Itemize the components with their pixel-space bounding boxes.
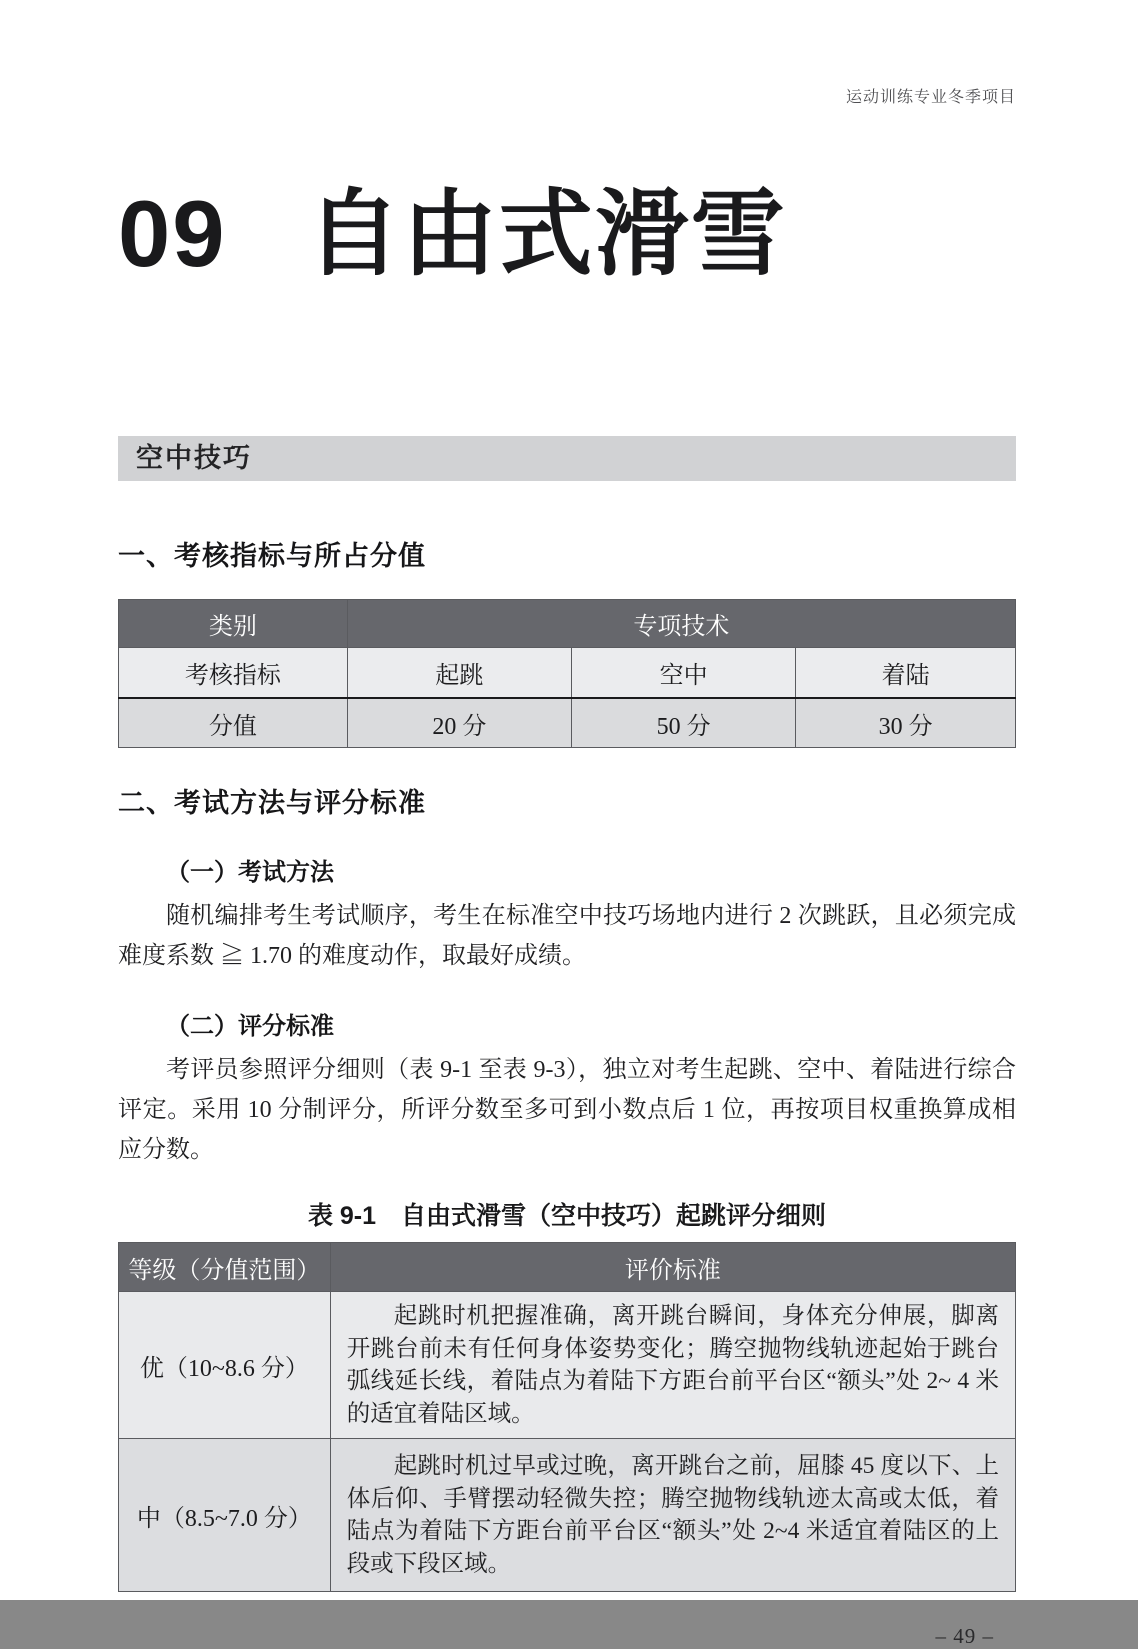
table-header-row bbox=[119, 600, 1016, 648]
sub1-heading: （一）考试方法 bbox=[166, 860, 334, 886]
table-row bbox=[119, 698, 1016, 748]
table-cell: 起跳 bbox=[347, 648, 571, 699]
section1-heading: 一、考核指标与所占分值 bbox=[118, 541, 426, 571]
table-header-row bbox=[119, 1243, 1016, 1292]
takeoff-scoring-table bbox=[118, 1242, 1016, 1592]
row-label: 考核指标 bbox=[119, 648, 348, 699]
header-cell-criteria: 评价标准 bbox=[330, 1243, 1015, 1292]
section-banner bbox=[118, 436, 1016, 481]
score-weight-table bbox=[118, 599, 1016, 748]
section2-heading: 二、考试方法与评分标准 bbox=[118, 788, 426, 818]
header-cell-grade: 等级（分值范围） bbox=[119, 1243, 331, 1292]
page-content bbox=[118, 88, 1016, 1649]
sub2-heading: （二）评分标准 bbox=[166, 1014, 334, 1040]
table-cell: 空中 bbox=[571, 648, 795, 699]
sub1-paragraph: 随机编排考生考试顺序，考生在标准空中技巧场地内进行 2 次跳跃，且必须完成难度系数 ≧ 1.70 的难度动作，取最好成绩。 bbox=[118, 903, 1016, 969]
sub2-paragraph: 考评员参照评分细则（表 9-1 至表 9-3），独立对考生起跳、空中、着陆进行综合评定。采用 10 分制评分，所评分数至多可到小数点后 1 位，再按项目权重换算成相应分数。 bbox=[118, 1057, 1016, 1163]
table-row bbox=[119, 1292, 1016, 1439]
row-label: 分值 bbox=[119, 698, 348, 748]
table-row bbox=[119, 648, 1016, 699]
running-header: 运动训练专业冬季项目 bbox=[845, 89, 1016, 106]
chapter-heading bbox=[118, 181, 1016, 286]
header-cell-category: 类别 bbox=[119, 600, 348, 648]
grade-cell: 中（8.5~7.0 分） bbox=[119, 1439, 331, 1592]
grade-cell: 优（10~8.6 分） bbox=[119, 1292, 331, 1439]
table-cell: 20 分 bbox=[347, 698, 571, 748]
section-banner-title: 空中技巧 bbox=[136, 443, 252, 473]
criteria-cell: 起跳时机把握准确，离开跳台瞬间，身体充分伸展，脚离开跳台前未有任何身体姿势变化；腾空抛物线轨迹起始于跳台弧线延长线，着陆点为着陆下方距台前平台区“额头”处 2~ 4 米的适宜着陆区域。 bbox=[330, 1292, 1015, 1439]
chapter-title: 自由式滑雪 bbox=[306, 181, 787, 286]
page-number: – 49 – bbox=[935, 1624, 994, 1648]
criteria-cell: 起跳时机过早或过晚，离开跳台之前，屈膝 45 度以下、上体后仰、手臂摆动轻微失控；腾空抛物线轨迹太高或太低，着陆点为着陆下方距台前平台区“额头”处 2~4 米适宜着陆区的上段或下段区域。 bbox=[330, 1439, 1015, 1592]
chapter-number: 09 bbox=[118, 181, 227, 286]
table-row bbox=[119, 1439, 1016, 1592]
table-cell: 30 分 bbox=[796, 698, 1016, 748]
table-cell: 着陆 bbox=[796, 648, 1016, 699]
header-cell-special-tech: 专项技术 bbox=[347, 600, 1015, 648]
table-cell: 50 分 bbox=[571, 698, 795, 748]
table9-1-caption: 表 9-1 自由式滑雪（空中技巧）起跳评分细则 bbox=[307, 1202, 827, 1230]
